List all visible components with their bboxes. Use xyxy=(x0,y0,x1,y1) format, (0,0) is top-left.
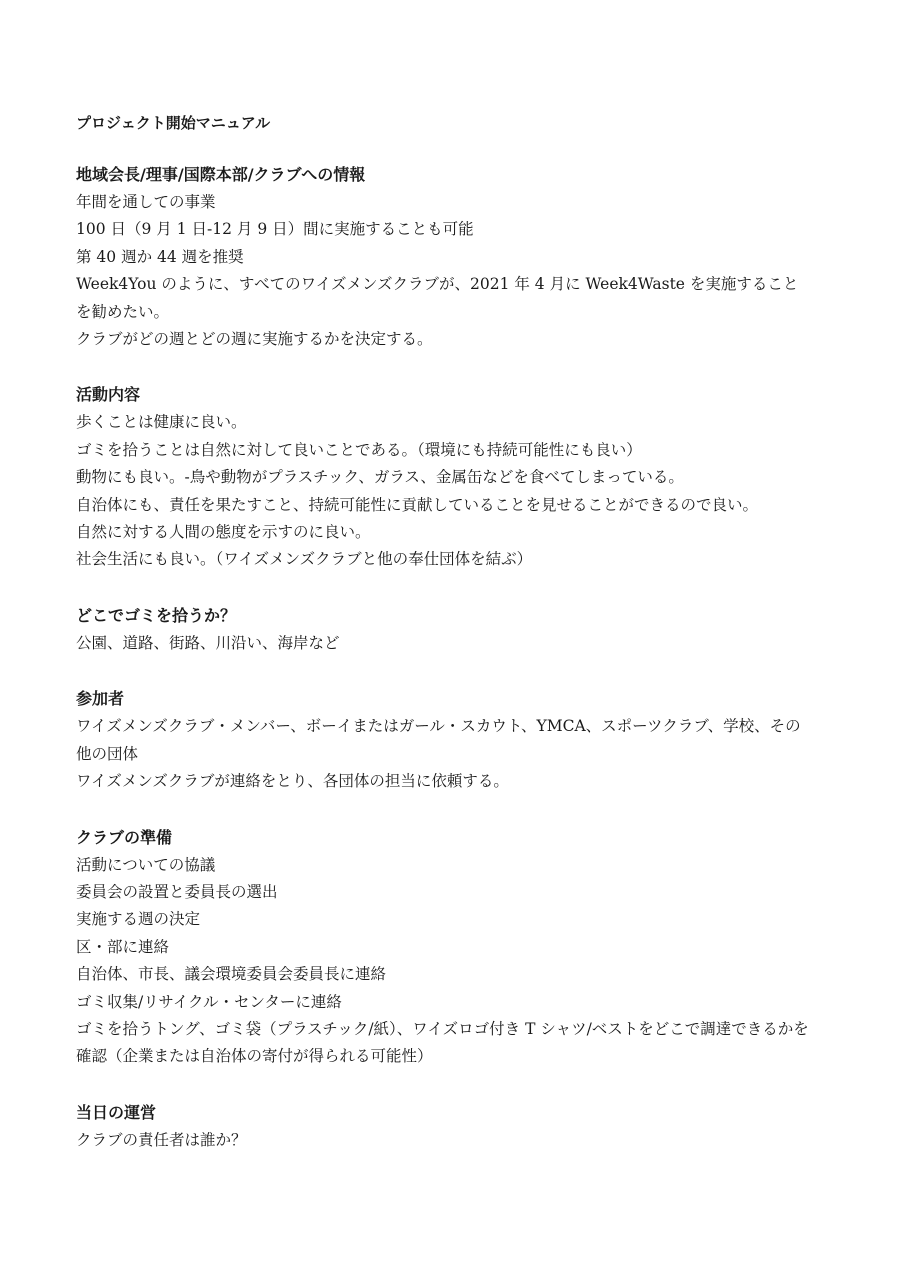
body-line: 確認（企業または自治体の寄付が得られる可能性） xyxy=(76,1047,433,1066)
body-line: 自然に対する人間の態度を示すのに良い。 xyxy=(76,523,371,542)
section-participants xyxy=(76,685,836,795)
body-line: ワイズメンズクラブが連絡をとり、各団体の担当に依頼する。 xyxy=(76,772,509,791)
document-page xyxy=(76,112,836,1182)
body-line: 年間を通しての事業 xyxy=(76,193,216,211)
body-line: Week4You のように、すべてのワイズメンズクラブが、2021 年 4 月に Week4Waste を実施すること xyxy=(76,275,799,294)
body-line: ゴミ収集/リサイクル・センターに連絡 xyxy=(76,992,342,1011)
body-line: 委員会の設置と委員長の選出 xyxy=(76,882,278,901)
section-info xyxy=(76,161,836,353)
body-line: 区・部に連絡 xyxy=(76,937,170,956)
document-title: プロジェクト開始マニュアル xyxy=(76,114,271,132)
body-line: 歩くことは健康に良い。 xyxy=(76,413,247,432)
section-where xyxy=(76,602,836,657)
body-line: 動物にも良い。-鳥や動物がプラスチック、ガラス、金属缶などを食べてしまっている。 xyxy=(76,468,684,487)
section-heading-participants: 参加者 xyxy=(76,689,125,709)
body-line: を勧めたい。 xyxy=(76,302,170,321)
body-line: 実施する週の決定 xyxy=(76,910,201,929)
section-operation xyxy=(76,1099,836,1154)
section-heading-where: どこでゴミを拾うか？ xyxy=(76,605,237,625)
body-line: 活動についての協議 xyxy=(76,855,216,874)
section-heading-activities: 活動内容 xyxy=(76,385,141,405)
body-line: 自治体、市長、議会環境委員会委員長に連絡 xyxy=(76,965,387,984)
body-line: 他の団体 xyxy=(76,744,139,763)
body-line: ワイズメンズクラブ・メンバー、ボーイまたはガール・スカウト、YMCA、スポーツクラブ、学校、その xyxy=(76,717,801,736)
body-line: ゴミを拾うトング、ゴミ袋（プラスチック/紙）、ワイズロゴ付き T シャツ/ベストをどこで調達できるかを xyxy=(76,1019,809,1038)
section-heading-operation: 当日の運営 xyxy=(76,1102,157,1122)
section-heading-info: 地域会長/理事/国際本部/クラブへの情報 xyxy=(76,165,366,184)
section-heading-preparation: クラブの準備 xyxy=(76,827,173,847)
body-line: クラブがどの週とどの週に実施するかを決定する。 xyxy=(76,330,433,349)
body-line: 100 日（9 月 1 日-12 月 9 日）間に実施することも可能 xyxy=(76,220,474,239)
body-line: 自治体にも、責任を果たすこと、持続可能性に貢献していることを見せることができるので良い。 xyxy=(76,495,759,514)
section-activities xyxy=(76,381,836,573)
section-preparation xyxy=(76,824,836,1071)
body-line: 第 40 週か 44 週を推奨 xyxy=(76,247,244,266)
body-line: ゴミを拾うことは自然に対して良いことである。（環境にも持続可能性にも良い） xyxy=(76,440,642,459)
body-line: 社会生活にも良い。（ワイズメンズクラブと他の奉仕団体を結ぶ） xyxy=(76,550,533,569)
body-line: クラブの責任者は誰か？ xyxy=(76,1130,247,1149)
body-line: 公園、道路、街路、川沿い、海岸など xyxy=(76,633,340,652)
